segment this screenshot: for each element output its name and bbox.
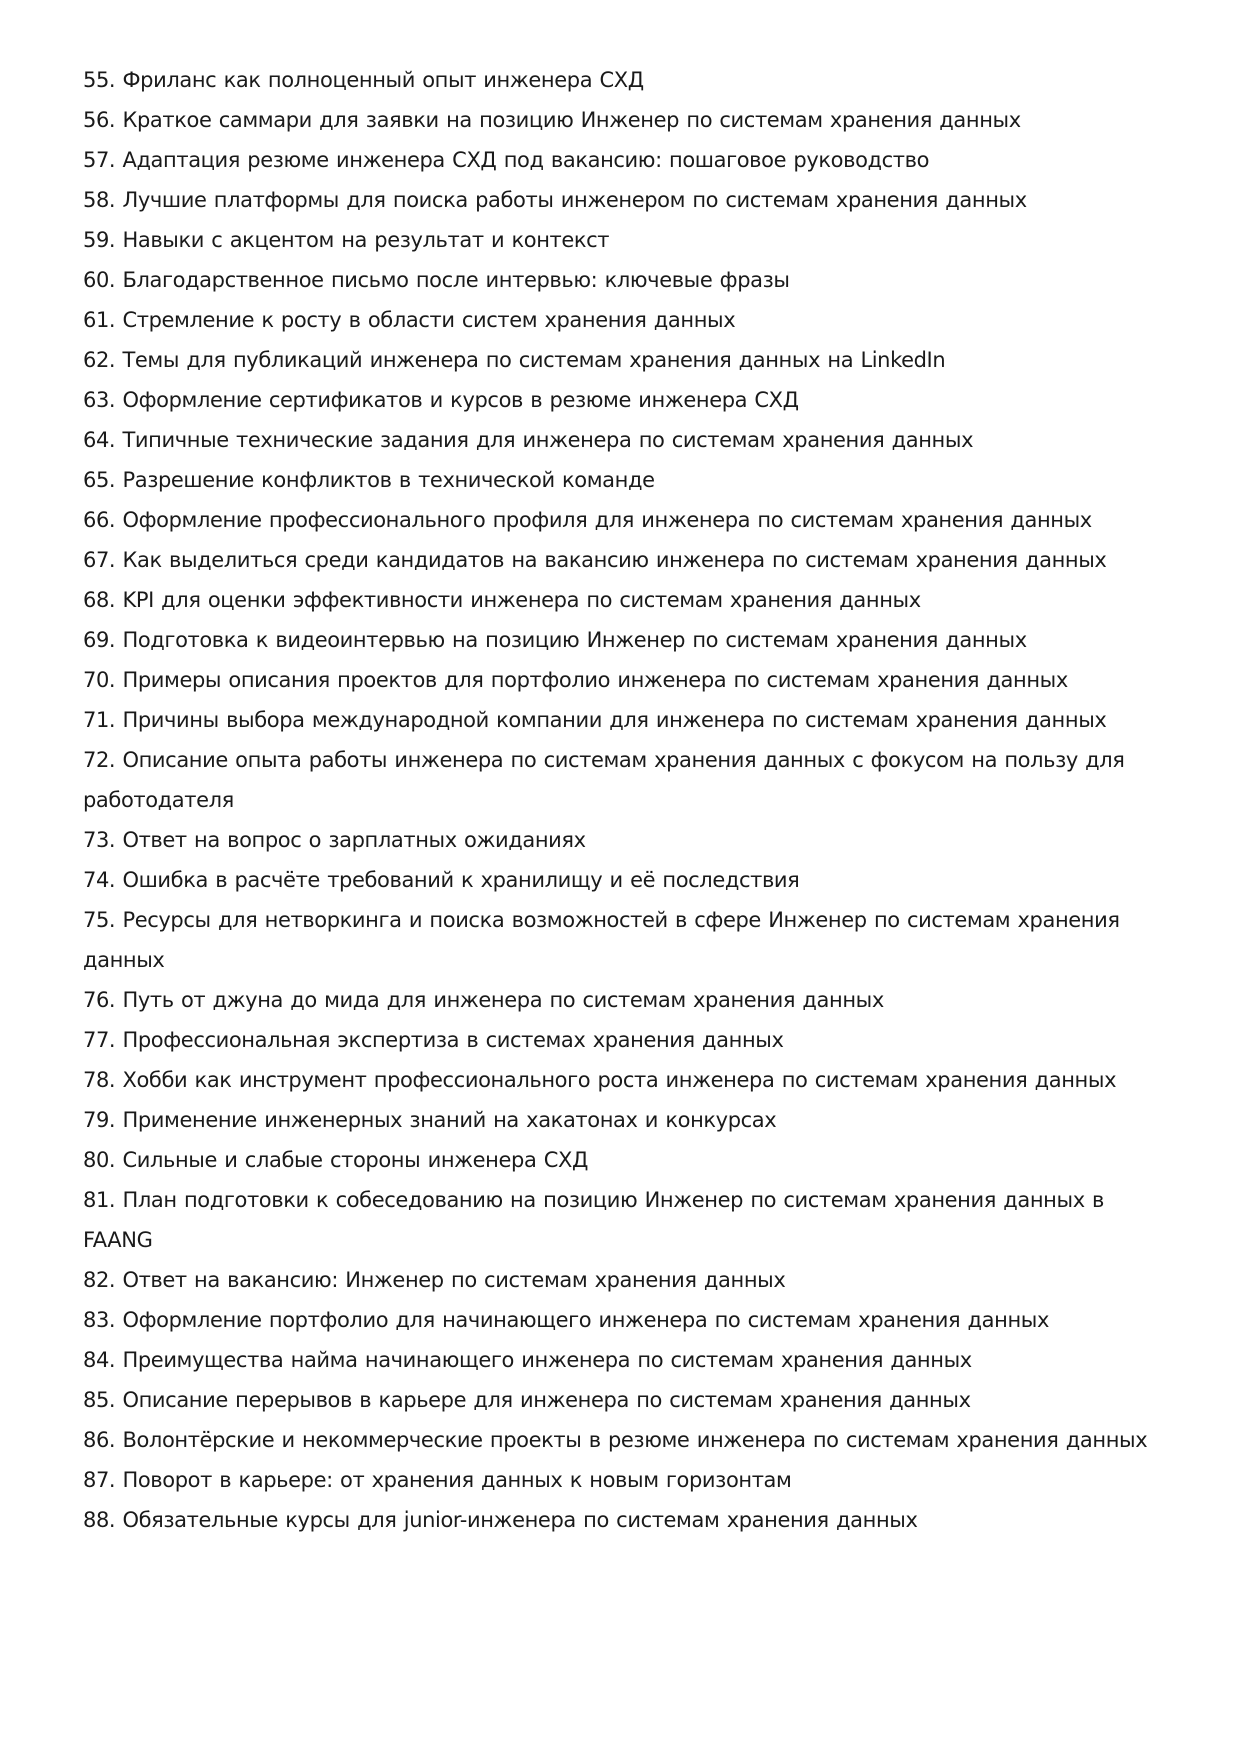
list-item: 59. Навыки с акцентом на результат и контекст <box>83 228 610 252</box>
topic-list <box>83 60 1163 1540</box>
list-item: 83. Оформление портфолио для начинающего инженера по системам хранения данных <box>83 1308 1050 1332</box>
list-item: 65. Разрешение конфликтов в технической команде <box>83 468 655 492</box>
list-item: 56. Краткое саммари для заявки на позицию Инженер по системам хранения данных <box>83 108 1021 132</box>
list-item: 57. Адаптация резюме инженера СХД под вакансию: пошаговое руководство <box>83 148 930 172</box>
list-item: 67. Как выделиться среди кандидатов на вакансию инженера по системам хранения данных <box>83 548 1107 572</box>
list-item: 84. Преимущества найма начинающего инженера по системам хранения данных <box>83 1348 972 1372</box>
list-item: 72. Описание опыта работы инженера по системам хранения данных с фокусом на пользу для работодателя <box>83 748 1125 812</box>
list-item: 55. Фриланс как полноценный опыт инженера СХД <box>83 68 644 92</box>
list-item: 86. Волонтёрские и некоммерческие проекты в резюме инженера по системам хранения данных <box>83 1428 1148 1452</box>
list-item: 80. Сильные и слабые стороны инженера СХД <box>83 1148 588 1172</box>
list-item: 88. Обязательные курсы для junior-инженера по системам хранения данных <box>83 1508 918 1532</box>
list-item: 76. Путь от джуна до мида для инженера по системам хранения данных <box>83 988 884 1012</box>
list-item: 82. Ответ на вакансию: Инженер по системам хранения данных <box>83 1268 786 1292</box>
list-item: 73. Ответ на вопрос о зарплатных ожиданиях <box>83 828 586 852</box>
list-item: 68. KPI для оценки эффективности инженера по системам хранения данных <box>83 588 921 612</box>
list-item: 79. Применение инженерных знаний на хакатонах и конкурсах <box>83 1108 777 1132</box>
list-item: 60. Благодарственное письмо после интервью: ключевые фразы <box>83 268 790 292</box>
list-item: 75. Ресурсы для нетворкинга и поиска возможностей в сфере Инженер по системам хранения данных <box>83 908 1120 972</box>
list-item: 63. Оформление сертификатов и курсов в резюме инженера СХД <box>83 388 799 412</box>
list-item: 61. Стремление к росту в области систем хранения данных <box>83 308 736 332</box>
list-item: 77. Профессиональная экспертиза в системах хранения данных <box>83 1028 784 1052</box>
list-item: 78. Хобби как инструмент профессионального роста инженера по системам хранения данных <box>83 1068 1117 1092</box>
list-item: 69. Подготовка к видеоинтервью на позицию Инженер по системам хранения данных <box>83 628 1027 652</box>
list-item: 58. Лучшие платформы для поиска работы инженером по системам хранения данных <box>83 188 1027 212</box>
list-item: 62. Темы для публикаций инженера по системам хранения данных на LinkedIn <box>83 348 946 372</box>
list-item: 66. Оформление профессионального профиля для инженера по системам хранения данных <box>83 508 1092 532</box>
list-item: 85. Описание перерывов в карьере для инженера по системам хранения данных <box>83 1388 971 1412</box>
list-item: 64. Типичные технические задания для инженера по системам хранения данных <box>83 428 974 452</box>
list-item: 74. Ошибка в расчёте требований к хранилищу и её последствия <box>83 868 800 892</box>
list-item: 81. План подготовки к собеседованию на позицию Инженер по системам хранения данных в FAANG <box>83 1188 1104 1252</box>
list-item: 71. Причины выбора международной компании для инженера по системам хранения данных <box>83 708 1107 732</box>
list-item: 87. Поворот в карьере: от хранения данных к новым горизонтам <box>83 1468 792 1492</box>
list-item: 70. Примеры описания проектов для портфолио инженера по системам хранения данных <box>83 668 1068 692</box>
